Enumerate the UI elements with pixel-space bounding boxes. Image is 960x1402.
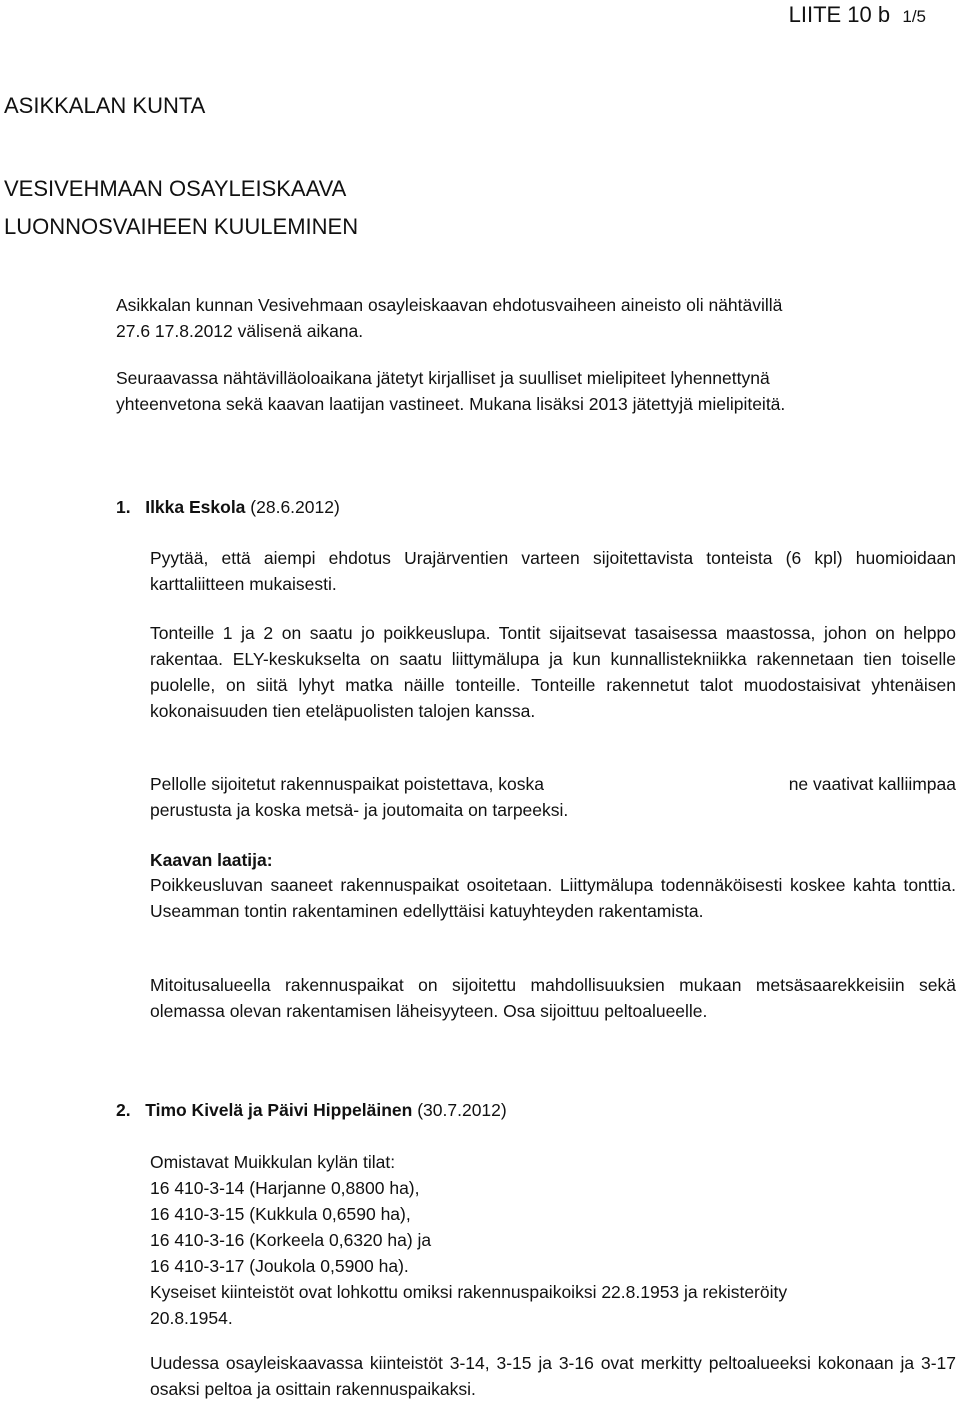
section-1-heading bbox=[116, 494, 340, 520]
property-list bbox=[150, 1149, 956, 1331]
attachment-label: LIITE 10 b bbox=[788, 2, 891, 27]
page-number: 1/5 bbox=[902, 7, 926, 26]
section-1-paragraph-3 bbox=[150, 771, 956, 823]
paragraph-line bbox=[150, 771, 956, 797]
attachment-header bbox=[789, 2, 926, 28]
planner-response-1: Poikkeusluvan saaneet rakennuspaikat osoitetaan. Liittymälupa todennäköisesti koskee kahta tonttia. Useamman tontin rakentaminen edellyttäisi katuyhteyden rakentamista. bbox=[150, 875, 956, 921]
section-author: Timo Kivelä ja Päivi Hippeläinen bbox=[145, 1100, 413, 1120]
property-note-line: Kyseiset kiinteistöt ovat lohkottu omiksi rakennuspaikoiksi 22.8.1953 ja rekisteröity bbox=[150, 1282, 788, 1302]
section-date: (30.7.2012) bbox=[417, 1100, 507, 1120]
section-2-paragraph: Uudessa osayleiskaavassa kiinteistöt 3-14, 3-15 ja 3-16 ovat merkitty peltoalueeksi kokonaan ja 3-17 osaksi peltoa ja osittain rakennuspaikaksi. bbox=[150, 1353, 956, 1399]
planner-response-label bbox=[150, 847, 956, 873]
document-title-line1: VESIVEHMAAN OSAYLEISKAAVA bbox=[4, 176, 347, 201]
section-date: (28.6.2012) bbox=[250, 497, 340, 517]
property-item: 16 410-3-16 (Korkeela 0,6320 ha) ja bbox=[150, 1230, 432, 1250]
property-item: 16 410-3-15 (Kukkula 0,6590 ha), bbox=[150, 1204, 411, 1224]
property-item: 16 410-3-14 (Harjanne 0,8800 ha), bbox=[150, 1178, 420, 1198]
section-1-paragraph-1: Pyytää, että aiempi ehdotus Urajärventien varteen sijoitettavista tonteista (6 kpl) huomioidaan karttaliitteen mukaisesti. bbox=[150, 548, 956, 594]
intro-line: Seuraavassa nähtävilläoloaikana jätetyt kirjalliset ja suulliset mielipiteet lyhennettynä bbox=[116, 368, 770, 388]
paragraph-line-right: ne vaativat kalliimpaa bbox=[788, 774, 956, 794]
section-number: 2. bbox=[116, 1100, 131, 1120]
intro-paragraph-2 bbox=[116, 365, 956, 417]
intro-line: yhteenvetona sekä kaavan laatijan vastineet. Mukana lisäksi 2013 jätettyjä mielipiteitä. bbox=[116, 394, 786, 414]
paragraph-line: perustusta ja koska metsä- ja joutomaita on tarpeeksi. bbox=[150, 800, 569, 820]
intro-line: 27.6 17.8.2012 välisenä aikana. bbox=[116, 321, 364, 341]
property-item: 16 410-3-17 (Joukola 0,5900 ha). bbox=[150, 1256, 409, 1276]
response-label: Kaavan laatija: bbox=[150, 850, 273, 870]
section-number: 1. bbox=[116, 497, 131, 517]
section-author: Ilkka Eskola bbox=[145, 497, 246, 517]
organization-name: ASIKKALAN KUNTA bbox=[4, 93, 206, 118]
intro-paragraph-1 bbox=[116, 292, 956, 344]
section-2-heading bbox=[116, 1097, 507, 1123]
intro-line: Asikkalan kunnan Vesivehmaan osayleiskaavan ehdotusvaiheen aineisto oli nähtävillä bbox=[116, 295, 783, 315]
property-note-line: 20.8.1954. bbox=[150, 1308, 233, 1328]
document-title-line2: LUONNOSVAIHEEN KUULEMINEN bbox=[4, 214, 359, 239]
paragraph-line-left: Pellolle sijoitetut rakennuspaikat poistettava, koska bbox=[150, 774, 544, 794]
property-list-intro: Omistavat Muikkulan kylän tilat: bbox=[150, 1152, 396, 1172]
section-1-paragraph-2: Tonteille 1 ja 2 on saatu jo poikkeuslupa. Tontit sijaitsevat tasaisessa maastossa, johon on helppo rakentaa. ELY-keskukselta on saatu liittymälupa ja kun kunnallistekniikka rakennetaan tien toiselle puolelle, on siitä lyhyt matka näille tonteille. Tonteille rakennetut talot muodostaisivat yhtenäisen kokonaisuuden tien eteläpuolisten talojen kanssa. bbox=[150, 623, 956, 721]
planner-response-2: Mitoitusalueella rakennuspaikat on sijoitettu mahdollisuuksien mukaan metsäsaarekkeisiin sekä olemassa olevan rakentamisen läheisyyteen. Osa sijoittuu peltoalueelle. bbox=[150, 975, 956, 1021]
